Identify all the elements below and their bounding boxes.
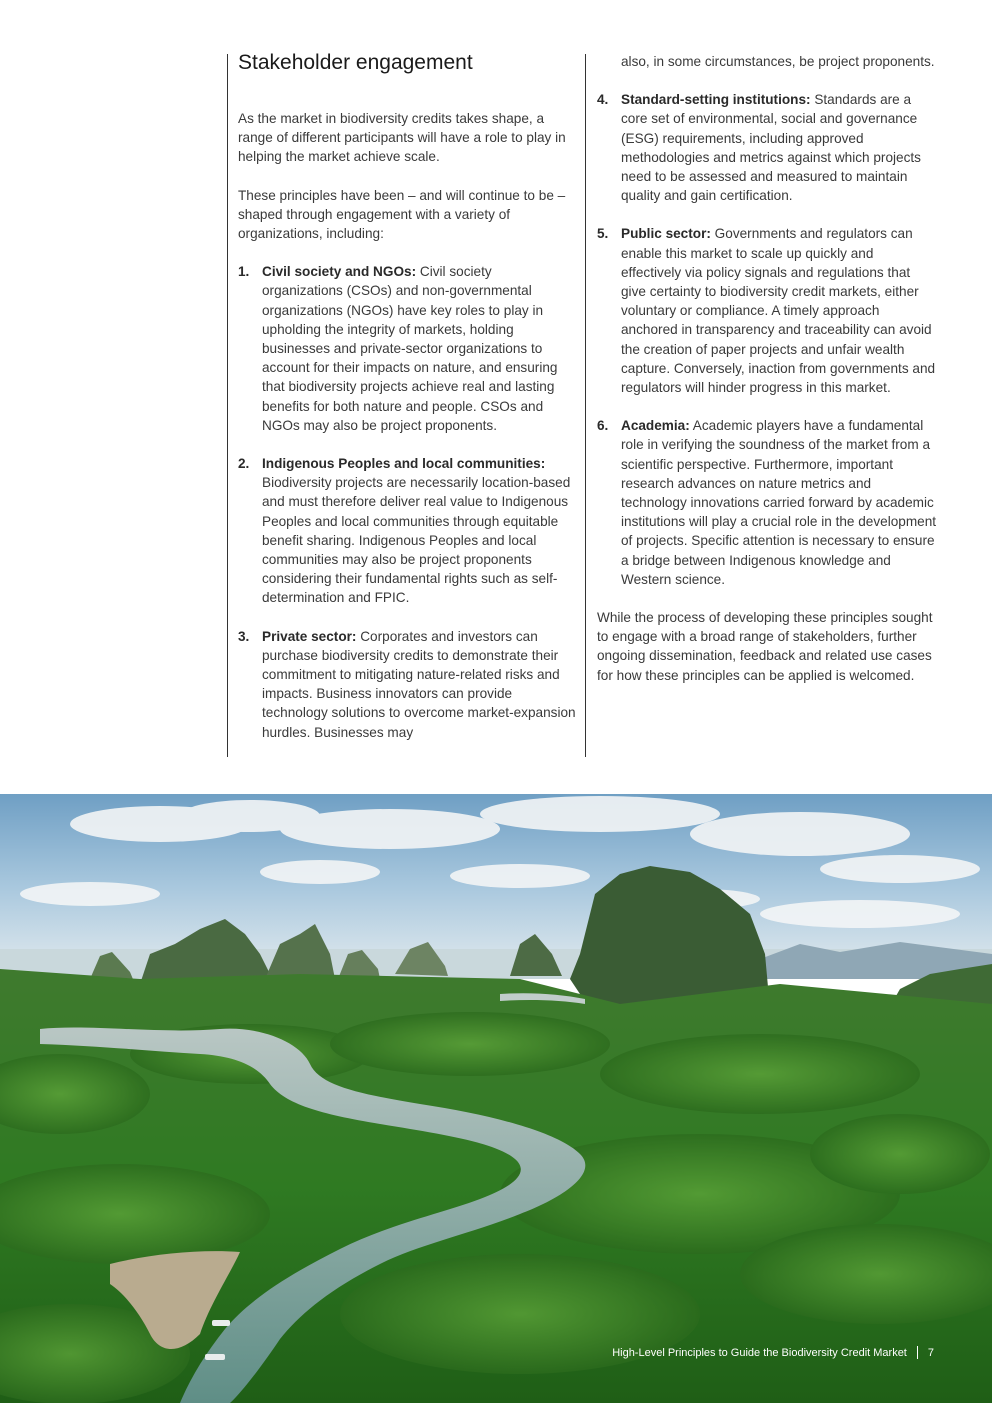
item-number: 1. <box>238 264 250 280</box>
left-column <box>238 50 576 742</box>
item-heading: Public sector: <box>621 226 711 242</box>
footer-document-title: High-Level Principles to Guide the Biodiversity Credit Market <box>612 1346 907 1359</box>
page-footer <box>612 1346 934 1359</box>
page-title: Stakeholder engagement <box>238 51 473 74</box>
stakeholder-item-civil-society <box>238 262 576 435</box>
item-text: Governments and regulators can enable this market to scale up quickly and effectively via policy signals and regulations that give certainty to biodiversity credit markets, either voluntary or compliance. A timely approach anchored in transparency and traceability can avoid the creation of paper projects and unfair wealth capture. Conversely, inaction from governments and regulators will hinder progress in this market. <box>621 226 936 396</box>
closing-paragraph: While the process of developing these principles sought to engage with a broad range of stakeholders, further ongoing dissemination, feedback and related use cases for how these principles can be applied is welcomed. <box>597 610 933 683</box>
item-heading: Standard-setting institutions: <box>621 92 811 108</box>
stakeholder-item-private-sector <box>238 627 576 742</box>
stakeholder-item-public-sector <box>597 224 937 397</box>
item-text: Academic players have a fundamental role in verifying the soundness of the market from a scientific perspective. Furthermore, important research advances on nature metrics and technology innovations carried forward by academic institutions will play a crucial role in the development of projects. Specific attention is necessary to ensure a bridge between Indigenous knowledge and Western science. <box>621 418 937 587</box>
left-column-rule <box>227 54 228 757</box>
stakeholder-item-academia <box>597 416 937 589</box>
right-column-rule <box>585 54 586 757</box>
private-sector-continuation <box>597 52 937 71</box>
item-text: Biodiversity projects are necessarily location-based and must therefore deliver real value to Indigenous Peoples and local communities through equitable benefit sharing. Indigenous Peoples and local communities may also be project proponents considering their fundamental rights such as self-determination and FPIC. <box>262 475 571 606</box>
item-heading: Indigenous Peoples and local communities: <box>262 456 546 472</box>
item-heading: Civil society and NGOs: <box>262 264 417 280</box>
right-column <box>597 52 937 685</box>
stakeholder-item-indigenous-peoples <box>238 454 576 608</box>
item-text: Standards are a core set of environmental, social and governance (ESG) requirements, including approved methodologies and metrics against which projects need to be assessed and measured to maintain quality and gain certification. <box>621 92 921 204</box>
item-number: 2. <box>238 456 250 472</box>
item-number: 4. <box>597 92 609 108</box>
intro-paragraph-1: As the market in biodiversity credits takes shape, a range of different participants will have a role to play in helping the market achieve scale. <box>238 111 566 165</box>
intro-paragraph-2: These principles have been – and will continue to be – shaped through engagement with a variety of organizations, including: <box>238 187 566 242</box>
continuation-text: also, in some circumstances, be project proponents. <box>621 54 935 69</box>
landscape-photo <box>0 794 992 1403</box>
footer-separator <box>917 1346 918 1359</box>
item-heading: Academia: <box>621 418 690 434</box>
item-number: 5. <box>597 226 609 242</box>
stakeholder-item-standard-setting <box>597 90 937 205</box>
page-number: 7 <box>927 1346 934 1359</box>
item-number: 3. <box>238 628 250 644</box>
item-heading: Private sector: <box>262 628 357 644</box>
item-number: 6. <box>597 418 609 434</box>
item-text: Corporates and investors can purchase biodiversity credits to demonstrate their commitment to mitigating nature-related risks and impacts. Business innovators can provide technology solutions to overcome market-expansion hurdles. Businesses may <box>262 628 576 740</box>
item-text: Civil society organizations (CSOs) and non-governmental organizations (NGOs) have key roles to play in upholding the integrity of markets, holding businesses and private-sector organizations to account for their impacts on nature, and ensuring that biodiversity projects achieve real and lasting benefits for both nature and people. CSOs and NGOs may also be project proponents. <box>262 264 558 433</box>
